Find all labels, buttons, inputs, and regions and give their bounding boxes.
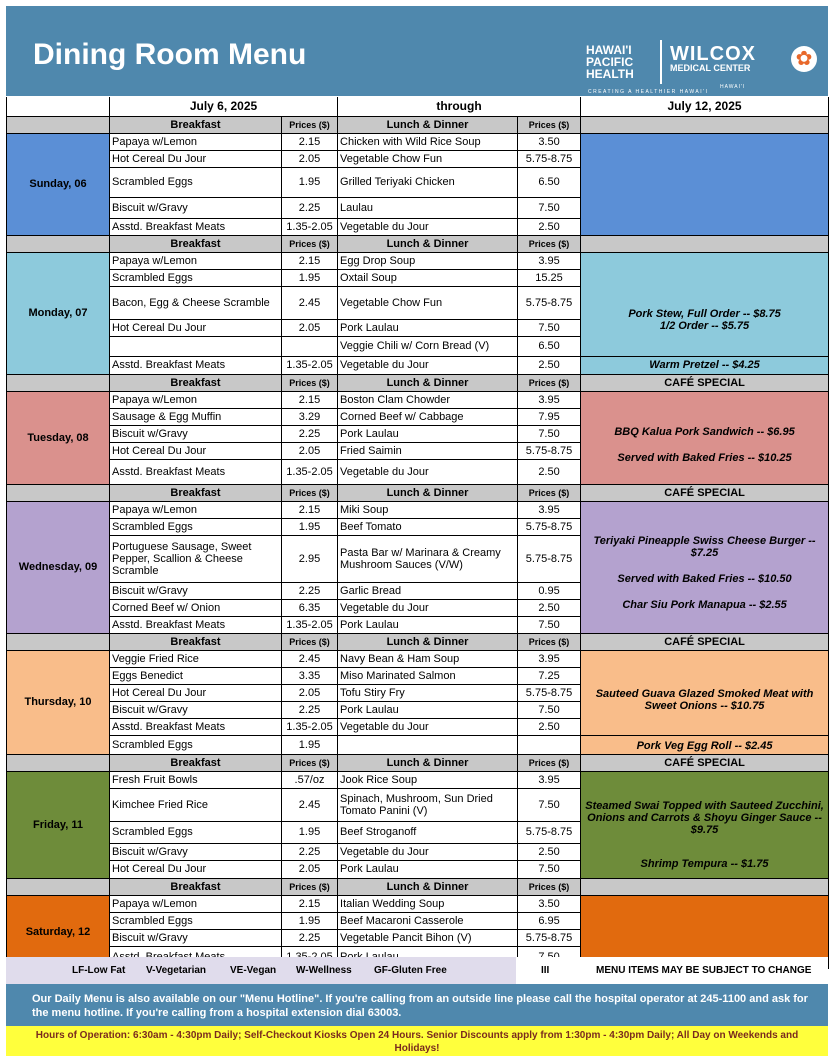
lunch-item: Miso Marinated Salmon bbox=[338, 667, 518, 684]
breakfast-price: 1.95 bbox=[282, 518, 338, 535]
day-label: Tuesday, 08 bbox=[7, 391, 110, 484]
breakfast-item bbox=[110, 336, 282, 356]
lunch-item: Vegetable du Jour bbox=[338, 718, 518, 735]
logo-text: HEALTH bbox=[586, 67, 634, 81]
menu-row bbox=[7, 356, 829, 374]
breakfast-price: 2.15 bbox=[282, 133, 338, 150]
section-header-row bbox=[7, 633, 829, 650]
lunch-item: Pork Laulau bbox=[338, 425, 518, 442]
section-header-row bbox=[7, 374, 829, 391]
breakfast-prices-header: Prices ($) bbox=[282, 235, 338, 252]
lunch-dinner-header: Lunch & Dinner bbox=[338, 754, 518, 771]
menu-hotline-notice: Our Daily Menu is also available on our "Menu Hotline". If you're calling from an outside line please call the hospital operator at 245-1100 and ask for the menu hotline. If you're calling from a hospital extension dial 63003. bbox=[6, 984, 828, 1026]
legend-wellness: W-Wellness bbox=[296, 965, 352, 976]
legend-separator: III bbox=[541, 965, 550, 976]
lunch-price: 5.75-8.75 bbox=[518, 442, 581, 459]
special-cell bbox=[581, 252, 829, 356]
lunch-price: 2.50 bbox=[518, 356, 581, 374]
special-item: BBQ Kalua Pork Sandwich -- $6.95 bbox=[614, 426, 795, 438]
lunch-item: Vegetable du Jour bbox=[338, 218, 518, 235]
lunch-item: Egg Drop Soup bbox=[338, 252, 518, 269]
breakfast-item: Asstd. Breakfast Meats bbox=[110, 616, 282, 633]
breakfast-price: 2.25 bbox=[282, 197, 338, 218]
special-item: Char Siu Pork Manapua -- $2.55 bbox=[622, 599, 787, 611]
breakfast-price: 2.25 bbox=[282, 425, 338, 442]
breakfast-header: Breakfast bbox=[110, 878, 282, 895]
lunch-dinner-header: Lunch & Dinner bbox=[338, 116, 518, 133]
lunch-item: Navy Bean & Ham Soup bbox=[338, 650, 518, 667]
section-header-row bbox=[7, 754, 829, 771]
breakfast-price: 2.05 bbox=[282, 684, 338, 701]
blank-cell bbox=[7, 484, 110, 501]
menu-row bbox=[7, 771, 829, 788]
lunch-dinner-header: Lunch & Dinner bbox=[338, 484, 518, 501]
lunch-item: Fried Saimin bbox=[338, 442, 518, 459]
breakfast-price: 1.35-2.05 bbox=[282, 616, 338, 633]
lunch-prices-header: Prices ($) bbox=[518, 754, 581, 771]
lunch-item: Garlic Bread bbox=[338, 582, 518, 599]
lunch-prices-header: Prices ($) bbox=[518, 484, 581, 501]
breakfast-item: Scrambled Eggs bbox=[110, 518, 282, 535]
lunch-price: 3.95 bbox=[518, 252, 581, 269]
special-item: Pork Veg Egg Roll -- $2.45 bbox=[636, 740, 773, 752]
lunch-item: Vegetable du Jour bbox=[338, 356, 518, 374]
lunch-price: 3.95 bbox=[518, 391, 581, 408]
menu-row bbox=[7, 650, 829, 667]
breakfast-item: Asstd. Breakfast Meats bbox=[110, 356, 282, 374]
breakfast-prices-header: Prices ($) bbox=[282, 754, 338, 771]
day-label: Wednesday, 09 bbox=[7, 501, 110, 633]
breakfast-item: Kimchee Fried Rice bbox=[110, 788, 282, 821]
breakfast-header: Breakfast bbox=[110, 633, 282, 650]
day-label: Sunday, 06 bbox=[7, 133, 110, 235]
lunch-item: Pork Laulau bbox=[338, 319, 518, 336]
breakfast-price: 2.05 bbox=[282, 860, 338, 878]
lunch-price: 5.75-8.75 bbox=[518, 535, 581, 582]
breakfast-header: Breakfast bbox=[110, 116, 282, 133]
lunch-price: 5.75-8.75 bbox=[518, 150, 581, 167]
breakfast-item: Papaya w/Lemon bbox=[110, 895, 282, 912]
special-cell bbox=[581, 650, 829, 735]
breakfast-price: 3.35 bbox=[282, 667, 338, 684]
breakfast-price: 1.35-2.05 bbox=[282, 459, 338, 484]
lunch-price: 7.95 bbox=[518, 408, 581, 425]
breakfast-header: Breakfast bbox=[110, 235, 282, 252]
breakfast-item: Scrambled Eggs bbox=[110, 167, 282, 197]
breakfast-item: Papaya w/Lemon bbox=[110, 501, 282, 518]
menu-row bbox=[7, 501, 829, 518]
logo-text: MEDICAL CENTER bbox=[670, 63, 751, 73]
special-cell bbox=[581, 501, 829, 633]
breakfast-item: Biscuit w/Gravy bbox=[110, 929, 282, 946]
section-header-row bbox=[7, 484, 829, 501]
breakfast-price: .57/oz bbox=[282, 771, 338, 788]
menu-table bbox=[6, 97, 829, 969]
blank-cell bbox=[7, 878, 110, 895]
breakfast-price: 3.29 bbox=[282, 408, 338, 425]
cafe-special-header: CAFÉ SPECIAL bbox=[581, 633, 829, 650]
hawaii-pacific-health-logo bbox=[586, 43, 709, 95]
lunch-price: 6.95 bbox=[518, 912, 581, 929]
lunch-item: Oxtail Soup bbox=[338, 269, 518, 286]
special-item: Served with Baked Fries -- $10.25 bbox=[617, 452, 792, 464]
special-cell bbox=[581, 735, 829, 754]
breakfast-item: Scrambled Eggs bbox=[110, 821, 282, 843]
lunch-item: Jook Rice Soup bbox=[338, 771, 518, 788]
breakfast-price: 2.45 bbox=[282, 788, 338, 821]
breakfast-item: Hot Cereal Du Jour bbox=[110, 860, 282, 878]
logo-text: HAWAI'I bbox=[720, 84, 746, 90]
legend-vegetarian: V-Vegetarian bbox=[146, 965, 207, 976]
breakfast-price: 2.45 bbox=[282, 650, 338, 667]
special-item: Steamed Swai Topped with Sauteed Zucchini, Onions and Carrots & Shoyu Ginger Sauce -- $9.75 bbox=[585, 799, 824, 836]
breakfast-item: Papaya w/Lemon bbox=[110, 252, 282, 269]
legend-low-fat: LF-Low Fat bbox=[72, 965, 126, 976]
breakfast-price: 2.15 bbox=[282, 391, 338, 408]
breakfast-item: Asstd. Breakfast Meats bbox=[110, 718, 282, 735]
blank-cell bbox=[7, 754, 110, 771]
lunch-item: Vegetable du Jour bbox=[338, 599, 518, 616]
lunch-dinner-header: Lunch & Dinner bbox=[338, 633, 518, 650]
lunch-price: 15.25 bbox=[518, 269, 581, 286]
breakfast-price: 1.35-2.05 bbox=[282, 356, 338, 374]
lunch-price: 3.95 bbox=[518, 650, 581, 667]
breakfast-price: 2.15 bbox=[282, 895, 338, 912]
lunch-item bbox=[338, 735, 518, 754]
blank-cell bbox=[581, 235, 829, 252]
lunch-dinner-header: Lunch & Dinner bbox=[338, 235, 518, 252]
lunch-item: Veggie Chili w/ Corn Bread (V) bbox=[338, 336, 518, 356]
lunch-price: 6.50 bbox=[518, 336, 581, 356]
breakfast-item: Veggie Fried Rice bbox=[110, 650, 282, 667]
lunch-item: Pork Laulau bbox=[338, 860, 518, 878]
breakfast-price: 1.95 bbox=[282, 912, 338, 929]
lunch-price: 2.50 bbox=[518, 718, 581, 735]
lunch-prices-header: Prices ($) bbox=[518, 235, 581, 252]
lunch-item: Pork Laulau bbox=[338, 616, 518, 633]
breakfast-item: Sausage & Egg Muffin bbox=[110, 408, 282, 425]
breakfast-item: Hot Cereal Du Jour bbox=[110, 150, 282, 167]
breakfast-price bbox=[282, 336, 338, 356]
lunch-prices-header: Prices ($) bbox=[518, 116, 581, 133]
logo-divider bbox=[660, 40, 662, 84]
blank-cell bbox=[7, 116, 110, 133]
lunch-price: 7.50 bbox=[518, 319, 581, 336]
menu-row bbox=[7, 133, 829, 150]
breakfast-item: Scrambled Eggs bbox=[110, 735, 282, 754]
lunch-item: Pasta Bar w/ Marinara & Creamy Mushroom Sauces (V/W) bbox=[338, 535, 518, 582]
lunch-price: 0.95 bbox=[518, 582, 581, 599]
special-item: Pork Stew, Full Order -- $8.75 bbox=[628, 308, 781, 320]
breakfast-item: Scrambled Eggs bbox=[110, 912, 282, 929]
lunch-price: 2.50 bbox=[518, 599, 581, 616]
cafe-special-header: CAFÉ SPECIAL bbox=[581, 484, 829, 501]
breakfast-item: Corned Beef w/ Onion bbox=[110, 599, 282, 616]
lunch-item: Beef Stroganoff bbox=[338, 821, 518, 843]
lunch-prices-header: Prices ($) bbox=[518, 878, 581, 895]
breakfast-price: 2.25 bbox=[282, 843, 338, 860]
breakfast-prices-header: Prices ($) bbox=[282, 484, 338, 501]
breakfast-prices-header: Prices ($) bbox=[282, 633, 338, 650]
blank-cell bbox=[7, 633, 110, 650]
lunch-price: 2.50 bbox=[518, 843, 581, 860]
lunch-item: Italian Wedding Soup bbox=[338, 895, 518, 912]
lunch-price: 7.50 bbox=[518, 425, 581, 442]
breakfast-price: 2.15 bbox=[282, 252, 338, 269]
day-label: Thursday, 10 bbox=[7, 650, 110, 754]
breakfast-item: Asstd. Breakfast Meats bbox=[110, 218, 282, 235]
lunch-item: Grilled Teriyaki Chicken bbox=[338, 167, 518, 197]
lunch-prices-header: Prices ($) bbox=[518, 633, 581, 650]
special-item: Warm Pretzel -- $4.25 bbox=[649, 359, 760, 371]
lunch-price: 2.50 bbox=[518, 218, 581, 235]
breakfast-prices-header: Prices ($) bbox=[282, 374, 338, 391]
lunch-price: 5.75-8.75 bbox=[518, 684, 581, 701]
breakfast-item: Biscuit w/Gravy bbox=[110, 582, 282, 599]
legend-gluten-free: GF-Gluten Free bbox=[374, 965, 447, 976]
lunch-price: 3.95 bbox=[518, 771, 581, 788]
breakfast-item: Portuguese Sausage, Sweet Pepper, Scallion & Cheese Scramble bbox=[110, 535, 282, 582]
legend-bar bbox=[6, 957, 828, 984]
breakfast-price: 1.35-2.05 bbox=[282, 718, 338, 735]
breakfast-item: Asstd. Breakfast Meats bbox=[110, 459, 282, 484]
lunch-price: 5.75-8.75 bbox=[518, 821, 581, 843]
lunch-price: 5.75-8.75 bbox=[518, 929, 581, 946]
lunch-dinner-header: Lunch & Dinner bbox=[338, 878, 518, 895]
breakfast-price: 2.15 bbox=[282, 501, 338, 518]
special-cell bbox=[581, 356, 829, 374]
section-header-row bbox=[7, 116, 829, 133]
lunch-price: 3.95 bbox=[518, 501, 581, 518]
breakfast-price: 1.95 bbox=[282, 821, 338, 843]
breakfast-item: Biscuit w/Gravy bbox=[110, 425, 282, 442]
lunch-price: 7.25 bbox=[518, 667, 581, 684]
logo-text: HAWAI'I bbox=[586, 43, 632, 57]
lunch-price: 5.75-8.75 bbox=[518, 286, 581, 319]
breakfast-item: Biscuit w/Gravy bbox=[110, 197, 282, 218]
menu-row bbox=[7, 895, 829, 912]
lunch-price: 7.50 bbox=[518, 197, 581, 218]
lunch-item: Corned Beef w/ Cabbage bbox=[338, 408, 518, 425]
breakfast-item: Biscuit w/Gravy bbox=[110, 843, 282, 860]
page-title: Dining Room Menu bbox=[33, 38, 307, 71]
lunch-price: 3.50 bbox=[518, 895, 581, 912]
lunch-item: Vegetable Pancit Bihon (V) bbox=[338, 929, 518, 946]
menu-row bbox=[7, 735, 829, 754]
breakfast-price: 2.25 bbox=[282, 929, 338, 946]
breakfast-header: Breakfast bbox=[110, 754, 282, 771]
hours-of-operation: Hours of Operation: 6:30am - 4:30pm Daily; Self-Checkout Kiosks Open 24 Hours. Senior Discounts apply from 1:30pm - 4:30pm Daily; All Day on Weekends and Holidays! bbox=[6, 1026, 828, 1056]
legend-vegan: VE-Vegan bbox=[230, 965, 277, 976]
breakfast-prices-header: Prices ($) bbox=[282, 116, 338, 133]
special-item: Teriyaki Pineapple Swiss Cheese Burger -- $7.25 bbox=[593, 535, 816, 559]
lunch-item: Beef Macaroni Casserole bbox=[338, 912, 518, 929]
lunch-price: 7.50 bbox=[518, 788, 581, 821]
change-notice: MENU ITEMS MAY BE SUBJECT TO CHANGE bbox=[596, 965, 812, 976]
lunch-item: Boston Clam Chowder bbox=[338, 391, 518, 408]
breakfast-header: Breakfast bbox=[110, 484, 282, 501]
start-date: July 6, 2025 bbox=[110, 97, 338, 116]
breakfast-price: 1.95 bbox=[282, 735, 338, 754]
breakfast-item: Hot Cereal Du Jour bbox=[110, 684, 282, 701]
breakfast-item: Biscuit w/Gravy bbox=[110, 701, 282, 718]
breakfast-item: Eggs Benedict bbox=[110, 667, 282, 684]
special-item: Shrimp Tempura -- $1.75 bbox=[640, 857, 769, 870]
through-label: through bbox=[338, 97, 581, 116]
lunch-item: Vegetable Chow Fun bbox=[338, 286, 518, 319]
breakfast-price: 2.95 bbox=[282, 535, 338, 582]
special-item: 1/2 Order -- $5.75 bbox=[659, 320, 750, 332]
flower-icon: ✿ bbox=[791, 46, 817, 72]
lunch-item: Vegetable du Jour bbox=[338, 459, 518, 484]
lunch-price: 7.50 bbox=[518, 860, 581, 878]
page-header bbox=[6, 6, 828, 96]
breakfast-prices-header: Prices ($) bbox=[282, 878, 338, 895]
lunch-item: Laulau bbox=[338, 197, 518, 218]
breakfast-price: 2.45 bbox=[282, 286, 338, 319]
lunch-item: Miki Soup bbox=[338, 501, 518, 518]
special-cell bbox=[581, 771, 829, 878]
lunch-price bbox=[518, 735, 581, 754]
day-label: Saturday, 12 bbox=[7, 895, 110, 968]
breakfast-price: 1.95 bbox=[282, 269, 338, 286]
lunch-item: Pork Laulau bbox=[338, 701, 518, 718]
lunch-item: Chicken with Wild Rice Soup bbox=[338, 133, 518, 150]
cafe-special-header: CAFÉ SPECIAL bbox=[581, 374, 829, 391]
day-label: Friday, 11 bbox=[7, 771, 110, 878]
day-label: Monday, 07 bbox=[7, 252, 110, 374]
breakfast-item: Hot Cereal Du Jour bbox=[110, 319, 282, 336]
lunch-prices-header: Prices ($) bbox=[518, 374, 581, 391]
lunch-price: 5.75-8.75 bbox=[518, 518, 581, 535]
special-item: Served with Baked Fries -- $10.50 bbox=[617, 573, 792, 585]
date-range-row bbox=[7, 97, 829, 116]
lunch-item: Vegetable du Jour bbox=[338, 843, 518, 860]
lunch-item: Beef Tomato bbox=[338, 518, 518, 535]
breakfast-item: Bacon, Egg & Cheese Scramble bbox=[110, 286, 282, 319]
end-date: July 12, 2025 bbox=[581, 97, 829, 116]
blank-cell bbox=[7, 374, 110, 391]
breakfast-item: Fresh Fruit Bowls bbox=[110, 771, 282, 788]
breakfast-price: 2.25 bbox=[282, 582, 338, 599]
breakfast-price: 1.35-2.05 bbox=[282, 218, 338, 235]
special-cell bbox=[581, 391, 829, 484]
section-header-row bbox=[7, 878, 829, 895]
wilcox-logo bbox=[670, 43, 756, 90]
lunch-price: 6.50 bbox=[518, 167, 581, 197]
breakfast-price: 6.35 bbox=[282, 599, 338, 616]
breakfast-price: 2.05 bbox=[282, 442, 338, 459]
breakfast-item: Scrambled Eggs bbox=[110, 269, 282, 286]
special-cell bbox=[581, 133, 829, 235]
logo-text: WILCOX bbox=[670, 43, 756, 65]
lunch-price: 7.50 bbox=[518, 616, 581, 633]
logo-tagline: CREATING A HEALTHIER HAWAI'I bbox=[588, 89, 709, 95]
lunch-item: Spinach, Mushroom, Sun Dried Tomato Panini (V) bbox=[338, 788, 518, 821]
special-item: Sauteed Guava Glazed Smoked Meat with Sweet Onions -- $10.75 bbox=[595, 687, 814, 712]
lunch-item: Vegetable Chow Fun bbox=[338, 150, 518, 167]
breakfast-price: 2.05 bbox=[282, 150, 338, 167]
breakfast-item: Papaya w/Lemon bbox=[110, 391, 282, 408]
logo-text: PACIFIC bbox=[586, 55, 634, 69]
lunch-price: 2.50 bbox=[518, 459, 581, 484]
lunch-dinner-header: Lunch & Dinner bbox=[338, 374, 518, 391]
lunch-item: Tofu Stiry Fry bbox=[338, 684, 518, 701]
breakfast-price: 1.95 bbox=[282, 167, 338, 197]
cafe-special-header: CAFÉ SPECIAL bbox=[581, 754, 829, 771]
blank-cell bbox=[7, 235, 110, 252]
blank-cell bbox=[581, 116, 829, 133]
breakfast-item: Papaya w/Lemon bbox=[110, 133, 282, 150]
menu-row bbox=[7, 391, 829, 408]
lunch-price: 7.50 bbox=[518, 701, 581, 718]
menu-row bbox=[7, 252, 829, 269]
breakfast-price: 2.05 bbox=[282, 319, 338, 336]
section-header-row bbox=[7, 235, 829, 252]
breakfast-price: 2.25 bbox=[282, 701, 338, 718]
lunch-price: 3.50 bbox=[518, 133, 581, 150]
blank-cell bbox=[581, 878, 829, 895]
breakfast-header: Breakfast bbox=[110, 374, 282, 391]
breakfast-item: Hot Cereal Du Jour bbox=[110, 442, 282, 459]
